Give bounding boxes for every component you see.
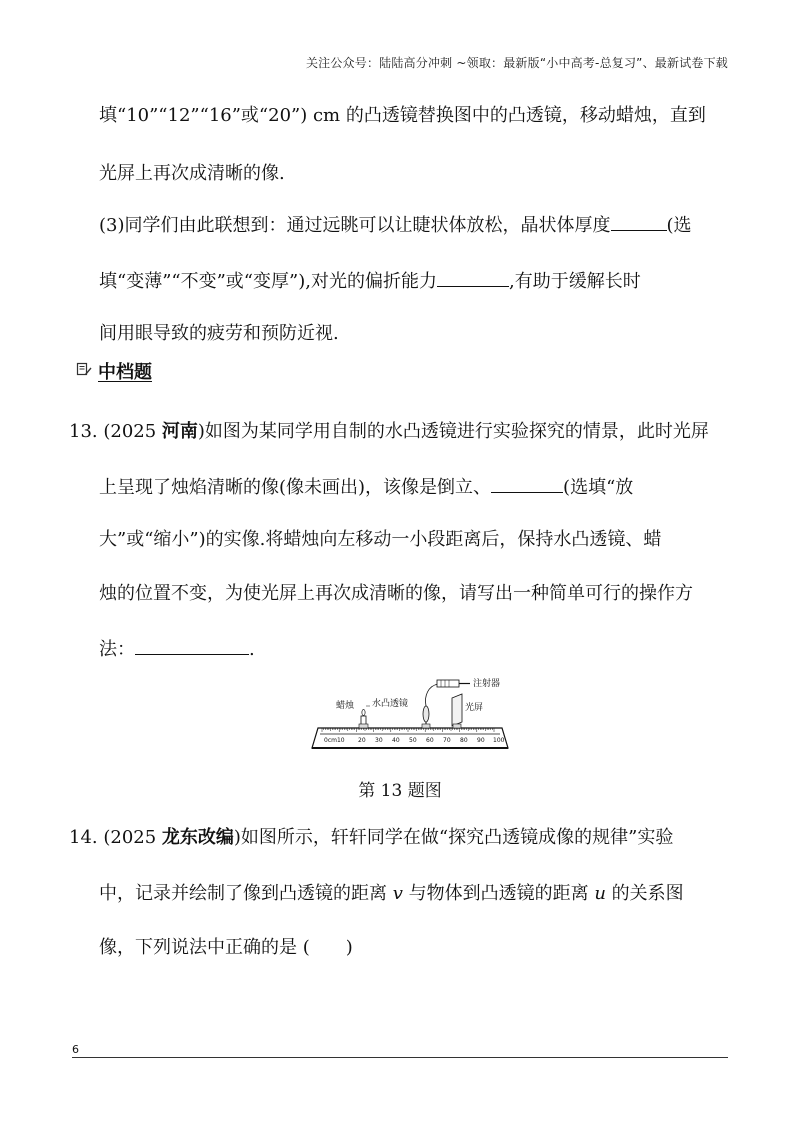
answer-blank: [135, 636, 249, 655]
label-syringe: 注射器: [473, 679, 501, 689]
q12-line-3-text: (3)同学们由此联想到：通过远眺可以让睫状体放松，晶状体厚度: [99, 215, 611, 236]
page-header: 关注公众号：陆陆高分冲刺 ~领取：最新版“小中高考-总复习”、最新试卷下载: [305, 56, 728, 70]
answer-blank: [611, 212, 667, 231]
scale-label: 80: [460, 737, 468, 744]
q13-line-1-rest: )如图为某同学用自制的水凸透镜进行实验探究的情景，此时光屏: [197, 421, 709, 442]
label-candle: 蜡烛: [336, 701, 355, 711]
scale-label: 100: [493, 737, 505, 744]
scale-label: 90: [477, 737, 485, 744]
q13-line-3: 大”或“缩小”)的实像.将蜡烛向左移动一小段距离后，保持水凸透镜、蜡: [99, 529, 662, 550]
q13-line-5-text: 法：: [99, 639, 135, 660]
scale-label: 30: [375, 737, 383, 744]
figure-caption: 第 13 题图: [358, 781, 442, 801]
q13-line-5-tail: .: [249, 639, 255, 660]
q13-number: 13. (2025: [69, 421, 162, 442]
var-v: v: [392, 883, 403, 904]
light-screen: [452, 694, 462, 728]
q13-line-2: [99, 474, 633, 500]
q14-line-1-rest: )如图所示，轩轩同学在做“探究凸透镜成像的规律”实验: [233, 827, 674, 848]
scale-label: 50: [409, 737, 417, 744]
page-number: 6: [72, 1043, 79, 1056]
answer-blank: [491, 474, 563, 493]
q12-line-2: 光屏上再次成清晰的像.: [99, 163, 285, 184]
q14-line-2-tail: 的关系图: [605, 883, 684, 904]
q12-line-4: [99, 268, 641, 294]
footer-rule: [72, 1057, 728, 1058]
q13-line-5: [99, 636, 255, 662]
water-lens: [422, 684, 438, 728]
q13-line-2-text: 上呈现了烛焰清晰的像(像未画出)，该像是倒立、: [99, 477, 492, 498]
q14-source: 龙东改编: [161, 827, 234, 848]
q12-line-4-tail: ,有助于缓解长时: [508, 271, 641, 292]
label-screen: 光屏: [465, 703, 484, 713]
answer-blank: [437, 268, 509, 287]
q12-line-3: [99, 212, 692, 238]
q12-line-3-tail: (选: [666, 215, 692, 236]
scale-label: 40: [392, 737, 400, 744]
pencil-icon: [76, 361, 92, 382]
q12-line-5: 间用眼导致的疲劳和预防近视.: [99, 323, 339, 344]
syringe: [437, 680, 470, 687]
scale-label: 70: [443, 737, 451, 744]
section-title: 中档题: [98, 362, 152, 383]
optical-bench-drawing: [310, 668, 510, 758]
candle: [359, 710, 368, 729]
q14-line-3: 像，下列说法中正确的是 ( ): [99, 937, 353, 958]
scale-label: 60: [426, 737, 434, 744]
q14-line-2-text: 中，记录并绘制了像到凸透镜的距离: [99, 883, 393, 904]
q13-line-4: 烛的位置不变，为使光屏上再次成清晰的像，请写出一种简单可行的操作方: [99, 583, 693, 604]
q14-line-1: [69, 826, 673, 850]
q12-line-1: 填“10”“12”“16”或“20”) cm 的凸透镜替换图中的凸透镜，移动蜡烛，直到: [99, 105, 706, 126]
q14-line-2-mid: 与物体到凸透镜的距离: [402, 883, 595, 904]
q14-number: 14. (2025: [69, 827, 162, 848]
label-water-lens: 水凸透镜: [372, 699, 409, 709]
q13-line-1: [69, 420, 709, 444]
scale-label: 20: [358, 737, 366, 744]
q13-line-2-tail: (选填“放: [563, 477, 634, 498]
q14-line-2: [99, 882, 684, 906]
var-u: u: [594, 883, 606, 904]
optical-bench-figure: [310, 668, 510, 758]
scale-label: 0cm10: [324, 737, 345, 744]
q13-source: 河南: [161, 421, 198, 442]
q12-line-4-text: 填“变薄”“不变”或“变厚”),对光的偏折能力: [99, 271, 437, 292]
section-heading: [76, 358, 152, 384]
